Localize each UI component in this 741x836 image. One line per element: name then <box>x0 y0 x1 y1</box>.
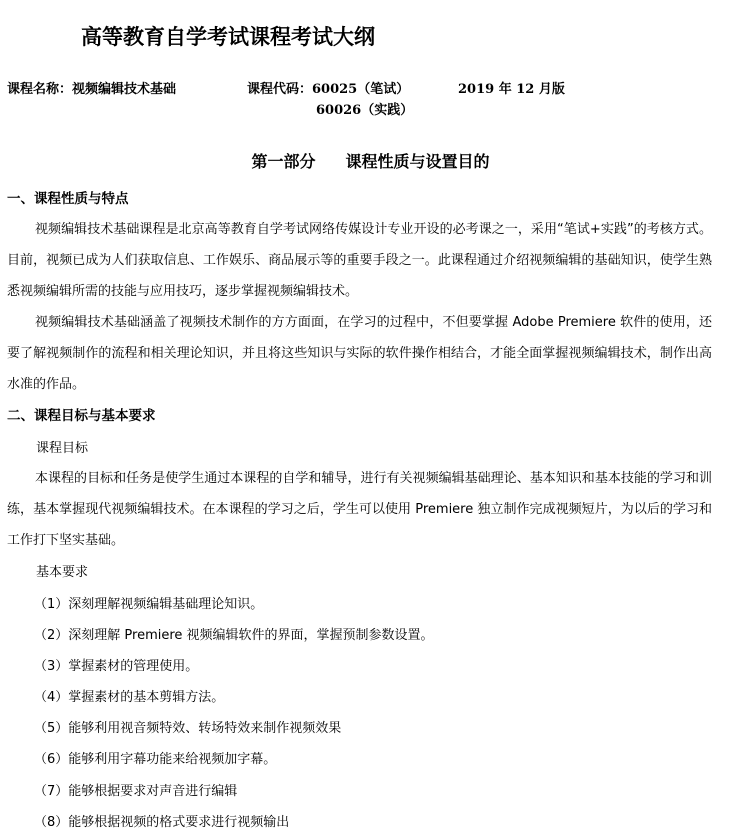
requirement-item: （8）能够根据视频的格式要求进行视频输出 <box>34 815 290 830</box>
paragraph-goals: 本课程的目标和任务是使学生通过本课程的自学和辅导，进行有关视频编辑基础理论、基本知识和基本技能的学习和训练，基本掌握现代视频编辑技术。在本课程的学习之后，学生可以使用 Premiere 独立制作完成视频短片，为以后的学习和工作打下坚实基础。 <box>7 471 712 548</box>
course-name: 课程名称：视频编辑技术基础 <box>7 82 177 97</box>
paragraph-nature-2: 视频编辑技术基础涵盖了视频技术制作的方方面面，在学习的过程中，不但要掌握 Adobe Premiere 软件的使用，还要了解视频制作的流程和相关理论知识，并且将这些知识与实际的软件操作相结合，才能全面掌握视频编辑技术，制作出高水准的作品。 <box>7 315 712 392</box>
requirement-item: （7）能够根据要求对声音进行编辑 <box>34 784 238 799</box>
part-name: 课程性质与设置目的 <box>345 152 490 171</box>
part-number: 第一部分 <box>251 152 316 171</box>
section-heading-nature: 一、课程性质与特点 <box>7 191 129 207</box>
requirement-item: （2）深刻理解 Premiere 视频编辑软件的界面，掌握预制参数设置。 <box>34 628 434 643</box>
requirement-item: （3）掌握素材的管理使用。 <box>34 659 199 674</box>
section-heading-goals: 二、课程目标与基本要求 <box>7 408 156 424</box>
document-title: 高等教育自学考试课程考试大纲 <box>81 24 375 49</box>
goal-label: 课程目标 <box>36 441 89 456</box>
part-title <box>0 150 741 174</box>
requirement-item: （4）掌握素材的基本剪辑方法。 <box>34 690 225 705</box>
requirement-item: （6）能够利用字幕功能来给视频加字幕。 <box>34 752 277 767</box>
edition-label: 2019 年 12 月版 <box>458 82 565 97</box>
course-code-practice: 60026（实践） <box>316 103 414 118</box>
requirements-label: 基本要求 <box>36 565 89 580</box>
paragraph-nature-1: 视频编辑技术基础课程是北京高等教育自学考试网络传媒设计专业开设的必考课之一，采用“笔试+实践”的考核方式。目前，视频已成为人们获取信息、工作娱乐、商品展示等的重要手段之一。此课程通过介绍视频编辑的基础知识，使学生熟悉视频编辑所需的技能与应用技巧，逐步掌握视频编辑技术。 <box>7 222 712 299</box>
requirement-item: （1）深刻理解视频编辑基础理论知识。 <box>34 597 264 612</box>
course-code-written: 课程代码：60025（笔试） <box>247 82 410 97</box>
requirement-item: （5）能够利用视音频特效、转场特效来制作视频效果 <box>34 721 342 736</box>
